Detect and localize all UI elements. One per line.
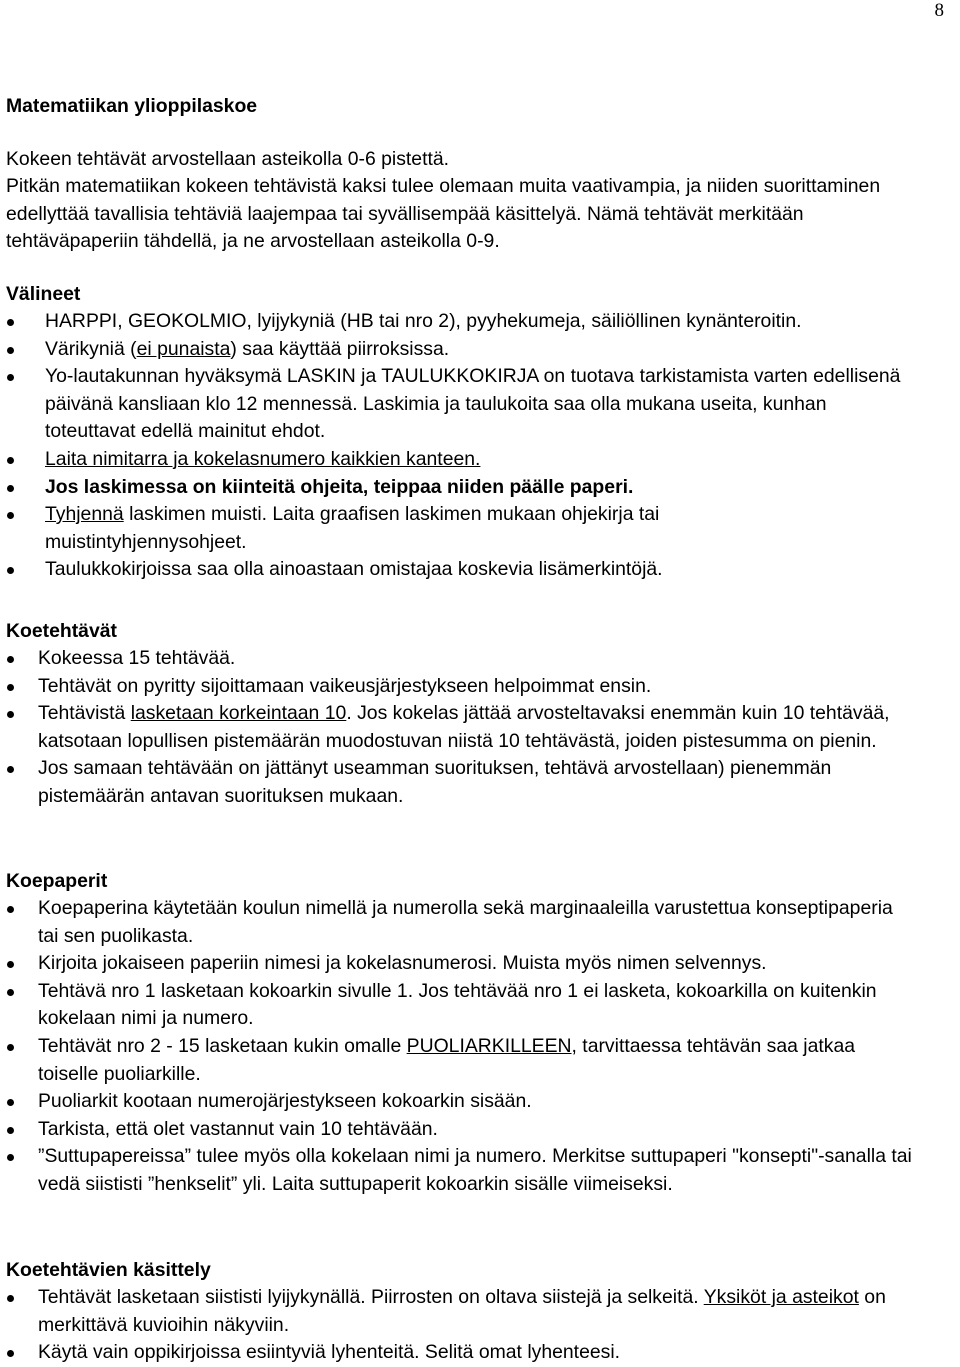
list-item-text: on merkittävä kuvioihin näkyviin. — [38, 1286, 886, 1336]
bullet-icon — [7, 961, 14, 968]
bullet-icon — [7, 1099, 14, 1106]
list-item — [6, 978, 938, 1033]
intro-section — [6, 146, 951, 256]
kasittely-list-container — [6, 1284, 951, 1367]
list-item — [6, 1116, 951, 1144]
bullet-icon — [7, 1350, 14, 1357]
bullet-icon — [7, 347, 14, 354]
list-item-text: laskimen muisti. Laita graafisen laskimen mukaan ohjekirja tai muistintyhjennysohjeet. — [45, 503, 660, 553]
list-item — [6, 755, 918, 810]
list-item — [6, 950, 951, 978]
list-item-text: Käytä vain oppikirjoissa esiintyviä lyhenteitä. Selitä omat lyhenteesi. — [38, 1341, 621, 1364]
list-item-text: Puoliarkit kootaan numerojärjestykseen kokoarkin sisään. — [38, 1090, 532, 1113]
list-item — [6, 1088, 951, 1116]
list-item-text: Tehtävä nro 1 lasketaan kokoarkin sivulle 1. Jos tehtävää nro 1 ei lasketa, kokoarkilla on kuitenkin kokelaan nimi ja numero. — [38, 979, 877, 1030]
list-item-text: HARPPI, GEOKOLMIO, lyijykyniä (HB tai nro 2), pyyhekumeja, säiliöllinen kynänteroitin. — [45, 310, 802, 332]
list-item-text: Kokeessa 15 tehtävää. — [38, 647, 236, 669]
list-item — [6, 336, 951, 364]
list-item — [6, 446, 951, 474]
bullet-icon — [7, 374, 14, 381]
valineet-list — [6, 308, 951, 584]
list-item-text: , tarvittaessa tehtävän saa jatkaa toiselle puoliarkille. — [38, 1034, 856, 1085]
bullet-icon — [7, 656, 14, 663]
list-item — [6, 895, 918, 950]
section-heading-koetehtavat: Koetehtävät — [6, 620, 117, 642]
bullet-icon — [7, 711, 14, 718]
underlined-text: ei punaista — [136, 337, 231, 360]
section-heading-koepaperit: Koepaperit — [6, 870, 108, 892]
list-item-text: ”Suttupapereissa” tulee myös olla kokelaan nimi ja numero. Merkitse suttupaperi "konsepti"-sanalla tai vedä siististi ”henkselit” yli. Laita suttupaperit kokoarkin sisälle viimeiseksi. — [38, 1145, 912, 1195]
list-item-text: Tehtävät on pyritty sijoittamaan vaikeusjärjestykseen helpoimmat ensin. — [38, 674, 652, 697]
list-item-text: Tehtävät lasketaan siististi lyijykynällä. Piirrosten on oltava siistejä ja selkeitä. — [38, 1286, 704, 1308]
koepaperit-list — [6, 895, 951, 1199]
intro-paragraph-2: Pitkän matematiikan kokeen tehtävistä kaksi tulee olemaan muita vaativampia, ja niiden suorittaminen edellyttää tavallisia tehtäviä laajempaa tai syvällisempää käsittelyä. Nämä tehtävät merkitään tehtäväpaperiin tähdellä, ja ne arvostellaan asteikolla 0-9. — [6, 175, 881, 253]
underlined-text: Yksiköt ja asteikot — [703, 1286, 859, 1308]
bullet-icon — [7, 684, 14, 691]
bullet-icon — [7, 512, 14, 519]
intro-line-1: Kokeen tehtävät arvostellaan asteikolla 0-6 pistettä. — [6, 148, 450, 170]
list-item-text: Taulukkokirjoissa saa olla ainoastaan omistajaa koskevia lisämerkintöjä. — [45, 558, 663, 581]
list-item-text: Tarkista, että olet vastannut vain 10 tehtävään. — [38, 1117, 438, 1140]
valineet-list-container — [6, 308, 951, 584]
list-item-text: Jos samaan tehtävään on jättänyt useamman suorituksen, tehtävä arvostellaan) pienemmän pistemäärän antavan suorituksen mukaan. — [38, 757, 832, 807]
list-item — [6, 1284, 933, 1339]
bold-text: Jos laskimessa on kiinteitä ohjeita, teippaa niiden päälle paperi. — [45, 475, 634, 498]
bullet-icon — [7, 1295, 14, 1302]
bullet-icon — [7, 766, 14, 773]
underlined-text: Tyhjennä — [45, 503, 124, 526]
list-item — [6, 673, 951, 701]
section-heading-kasittely: Koetehtävien käsittely — [6, 1259, 211, 1281]
bullet-icon — [7, 906, 14, 913]
list-item — [6, 501, 835, 556]
list-item — [6, 1339, 951, 1367]
list-item — [6, 474, 951, 502]
list-item-text: Värikyniä ( — [45, 337, 137, 360]
bullet-icon — [7, 1127, 14, 1134]
list-item-text: . Jos kokelas jättää arvosteltavaksi enemmän kuin 10 tehtävää, katsotaan lopullisen pistemäärän muodostuvan niistä 10 tehtävästä, joiden pistesumma on pienin. — [38, 702, 890, 752]
section-heading-valineet: Välineet — [6, 283, 81, 305]
underlined-text: PUOLIARKILLEEN — [406, 1034, 572, 1057]
list-item — [6, 556, 951, 584]
list-item — [6, 363, 910, 446]
koetehtavat-list — [6, 645, 951, 811]
page-number: 8 — [934, 0, 944, 21]
kasittely-list — [6, 1284, 951, 1367]
list-item-text: Tehtävät nro 2 - 15 lasketaan kukin omalle — [38, 1034, 407, 1057]
list-item — [6, 1033, 908, 1088]
underlined-text: Laita nimitarra ja kokelasnumero kaikkien kanteen. — [45, 447, 481, 470]
bullet-icon — [7, 567, 14, 574]
list-item — [6, 700, 948, 755]
bullet-icon — [7, 1044, 14, 1051]
list-item-text: Koepaperina käytetään koulun nimellä ja numerolla sekä marginaaleilla varustettua konseptipaperia tai sen puolikasta. — [38, 897, 893, 947]
bullet-icon — [7, 319, 14, 326]
list-item — [6, 308, 951, 336]
underlined-text: lasketaan korkeintaan 10 — [130, 702, 347, 725]
bullet-icon — [7, 1154, 14, 1161]
list-item-text: Tehtävistä — [38, 702, 131, 725]
bullet-icon — [7, 457, 14, 464]
bullet-icon — [7, 989, 14, 996]
koetehtavat-list-container — [6, 645, 951, 811]
list-item-text: ) saa käyttää piirroksissa. — [230, 337, 450, 360]
list-item-text: Yo-lautakunnan hyväksymä LASKIN ja TAULUKKOKIRJA on tuotava tarkistamista varten edellisenä päivänä kansliaan klo 12 mennessä. Laskimia ja taulukoita saa olla mukana useita, kunhan toteuttavat edellä mainitut ehdot. — [45, 365, 901, 443]
bullet-icon — [7, 485, 14, 492]
list-item-text: Kirjoita jokaiseen paperiin nimesi ja kokelasnumerosi. Muista myös nimen selvennys. — [38, 952, 767, 975]
document-title: Matematiikan ylioppilaskoe — [6, 95, 258, 117]
list-item — [6, 645, 951, 673]
list-item — [6, 1143, 928, 1198]
koepaperit-list-container — [6, 895, 951, 1199]
